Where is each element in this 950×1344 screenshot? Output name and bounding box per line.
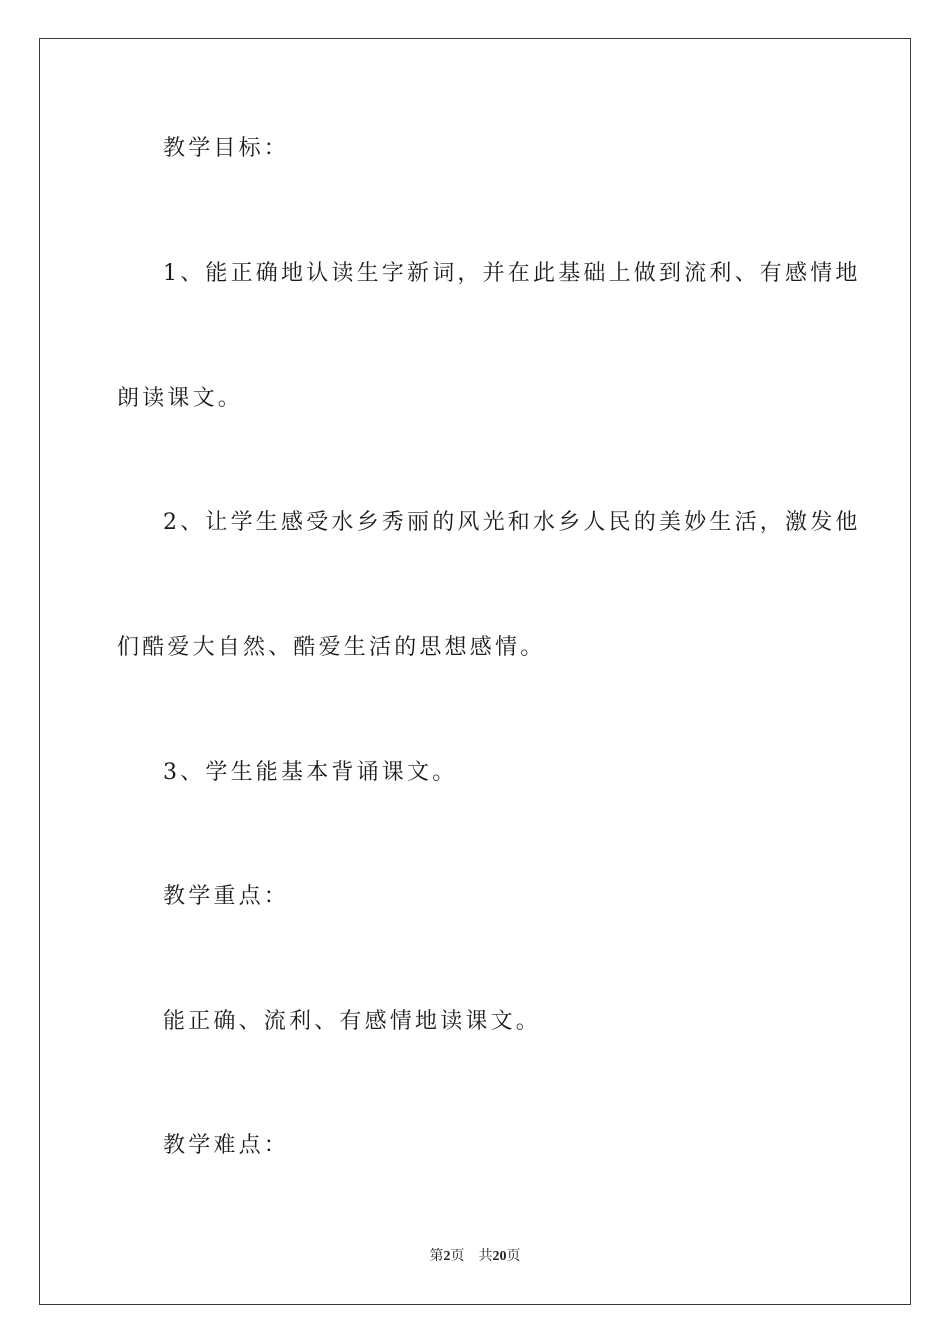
footer-page-number: 2 [443, 1249, 451, 1264]
heading-teaching-focus: 教学重点： [163, 884, 290, 909]
goal-2-line-2: 们酷爱大自然、酷爱生活的思想感情。 [117, 635, 546, 660]
goal-3: 3、学生能基本背诵课文。 [163, 760, 458, 785]
footer-page-suffix: 页 [450, 1249, 465, 1264]
footer-page-prefix: 第 [429, 1249, 444, 1264]
goal-1-line-1: 1、能正确地认读生字新词，并在此基础上做到流利、有感情地 [163, 261, 861, 286]
heading-teaching-difficulty: 教学难点： [163, 1133, 290, 1158]
page-border [39, 38, 911, 1305]
goal-1-line-2: 朗读课文。 [117, 386, 244, 411]
teaching-focus-text: 能正确、流利、有感情地读课文。 [163, 1009, 542, 1034]
footer-total-suffix: 页 [506, 1249, 521, 1264]
goal-2-line-1: 2、让学生感受水乡秀丽的风光和水乡人民的美妙生活，激发他 [163, 510, 861, 535]
footer-total-prefix: 共 [478, 1249, 493, 1264]
footer-total-pages: 20 [492, 1249, 507, 1264]
page-footer [0, 1247, 950, 1267]
heading-teaching-goals: 教学目标： [163, 136, 290, 161]
